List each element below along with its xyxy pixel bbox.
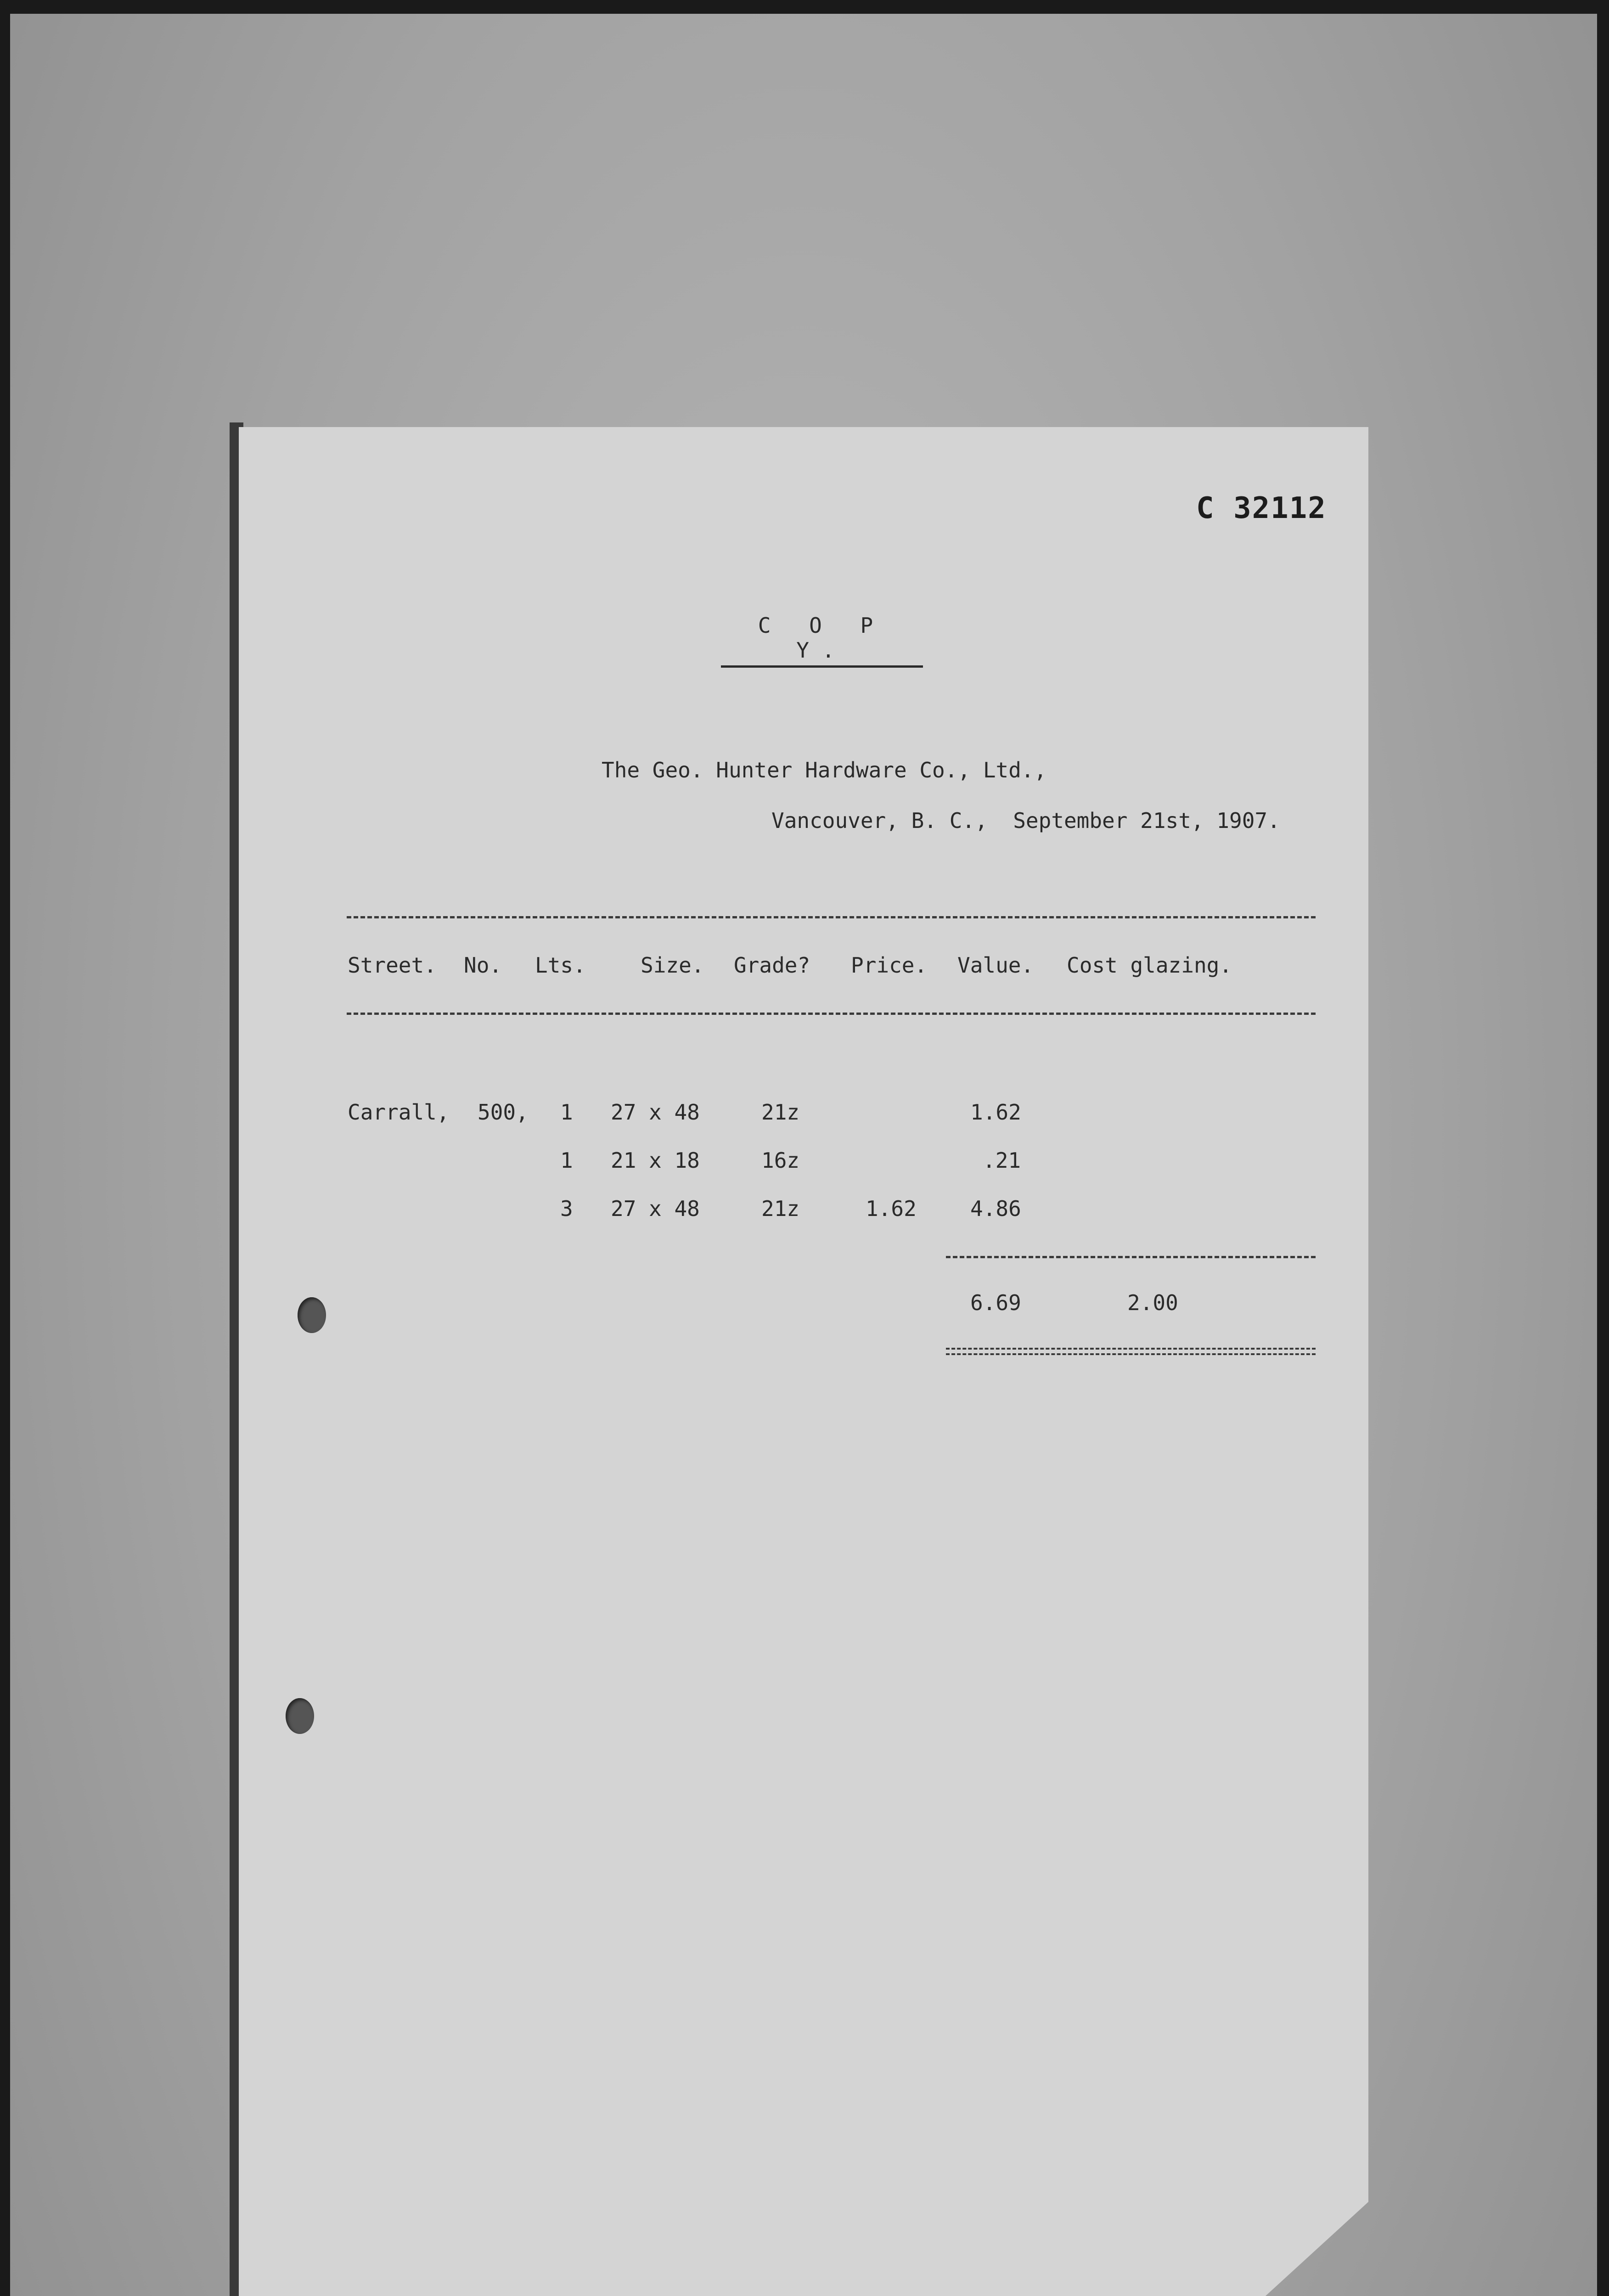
table-rule-header: [347, 1013, 1316, 1015]
reference-stamp: C 32112: [1196, 491, 1327, 525]
header-cost-glazing: Cost glazing.: [1067, 953, 1232, 978]
total-cost-glazing: 2.00: [1127, 1290, 1178, 1315]
header-price: Price.: [851, 953, 928, 978]
header-value: Value.: [957, 953, 1034, 978]
copy-heading: C O P Y.: [721, 613, 923, 668]
cell-value: 4.86: [970, 1196, 1021, 1221]
table-rule-top: [347, 916, 1316, 918]
header-no: No.: [464, 953, 502, 978]
punch-hole-bottom: [286, 1698, 314, 1734]
document-page: [239, 427, 1368, 2296]
cell-lts: 1: [560, 1148, 573, 1173]
cell-price: 1.62: [866, 1196, 917, 1221]
totals-rule: [946, 1256, 1316, 1258]
cell-grade: 21z: [761, 1100, 800, 1125]
film-edge-left: [0, 0, 10, 2296]
cell-street: Carrall,: [348, 1100, 450, 1125]
cell-lts: 1: [560, 1100, 573, 1125]
cell-lts: 3: [560, 1196, 573, 1221]
film-edge-top: [0, 0, 1609, 14]
film-edge-right: [1597, 0, 1609, 2296]
totals-double-rule: [946, 1348, 1316, 1355]
header-street: Street.: [348, 953, 437, 978]
total-value: 6.69: [970, 1290, 1021, 1315]
cell-no: 500,: [478, 1100, 529, 1125]
punch-hole-top: [298, 1297, 326, 1333]
cell-value: .21: [983, 1148, 1021, 1173]
cell-size: 21 x 18: [611, 1148, 700, 1173]
cell-grade: 16z: [761, 1148, 800, 1173]
place-and-date: Vancouver, B. C., September 21st, 1907.: [771, 808, 1280, 833]
header-grade: Grade?: [734, 953, 810, 978]
cell-value: 1.62: [970, 1100, 1021, 1125]
cell-grade: 21z: [761, 1196, 800, 1221]
header-lts: Lts.: [535, 953, 586, 978]
header-size: Size.: [641, 953, 704, 978]
cell-size: 27 x 48: [611, 1100, 700, 1125]
company-name: The Geo. Hunter Hardware Co., Ltd.,: [602, 758, 1047, 782]
cell-size: 27 x 48: [611, 1196, 700, 1221]
